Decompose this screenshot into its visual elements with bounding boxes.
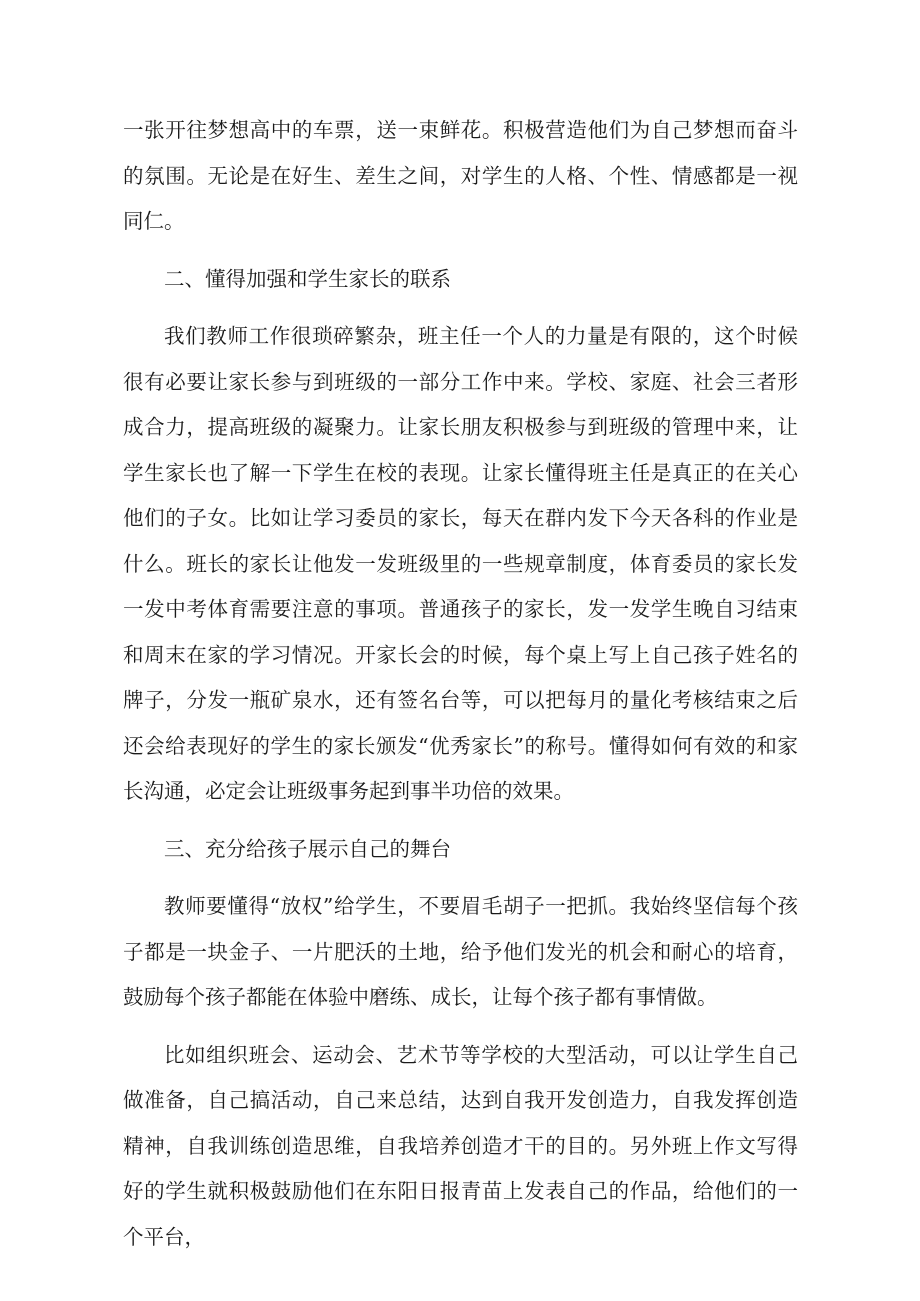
paragraph-activities: 比如组织班会、运动会、艺术节等学校的大型活动，可以让学生自己做准备，自己搞活动，自己来总结，达到自我开发创造力，自我发挥创造精神，自我训练创造思维，自我培养创造才干的目的。另外班上作文写得好的学生就积极鼓励他们在东阳日报青苗上发表自己的作品，给他们的一个平台， xyxy=(123,1042,798,1249)
section-heading-student-stage: 三、充分给孩子展示自己的舞台 xyxy=(164,836,451,861)
paragraph-empower-students: 教师要懂得“放权”给学生，不要眉毛胡子一把抓。我始终坚信每个孩子都是一块金子、一片肥沃的土地，给予他们发光的机会和耐心的培育，鼓励每个孩子都能在体验中磨练、成长，让每个孩子都有事情做。 xyxy=(123,894,798,1009)
paragraph-continuation: 一张开往梦想高中的车票，送一束鲜花。积极营造他们为自己梦想而奋斗的氛围。无论是在好生、差生之间，对学生的人格、个性、情感都是一视同仁。 xyxy=(123,118,798,233)
section-heading-parent-contact: 二、懂得加强和学生家长的联系 xyxy=(164,266,451,291)
paragraph-parent-contact: 我们教师工作很琐碎繁杂，班主任一个人的力量是有限的，这个时候很有必要让家长参与到班级的一部分工作中来。学校、家庭、社会三者形成合力，提高班级的凝聚力。让家长朋友积极参与到班级的管理中来，让学生家长也了解一下学生在校的表现。让家长懂得班主任是真正的在关心他们的子女。比如让学习委员的家长，每天在群内发下今天各科的作业是什么。班长的家长让他发一发班级里的一些规章制度，体育委员的家长发一发中考体育需要注意的事项。普通孩子的家长，发一发学生晚自习结束和周末在家的学习情况。开家长会的时候，每个桌上写上自己孩子姓名的牌子，分发一瓶矿泉水，还有签名台等，可以把每月的量化考核结束之后还会给表现好的学生的家长颁发“优秀家长”的称号。懂得如何有效的和家长沟通，必定会让班级事务起到事半功倍的效果。 xyxy=(123,324,798,803)
document-body xyxy=(123,108,798,1260)
